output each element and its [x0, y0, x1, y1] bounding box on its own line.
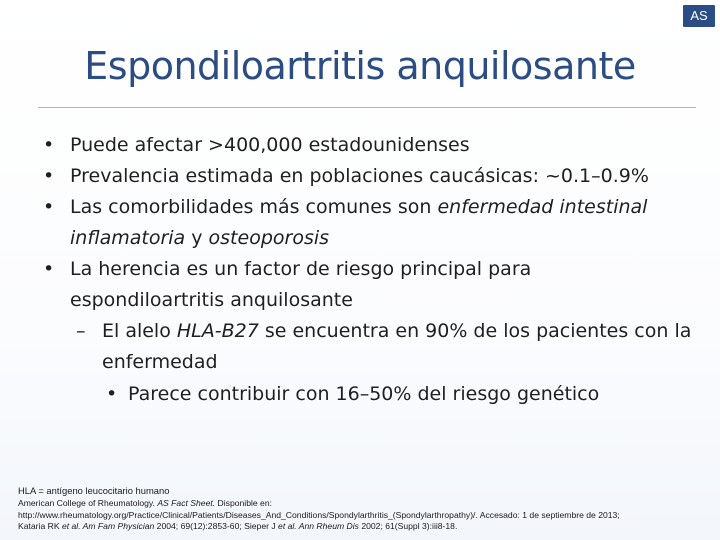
bullet-marker: •: [106, 383, 118, 405]
bullet-italic-term: enfermedad intestinal: [437, 196, 648, 218]
reference-line-2: http://www.rheumatology.org/Practice/Clinical/Patients/Diseases_And_Conditions/Spondylarthritis_(Spondylarthropathy)/. Accesado: 1 de septiembre de 2013;: [18, 509, 620, 520]
reference-text: Kataria RK: [18, 520, 62, 531]
bullet-list: [38, 130, 698, 410]
bullet-marker: •: [43, 165, 55, 187]
reference-italic: AS Fact Sheet.: [157, 498, 216, 509]
sub-bullet-text-suffix: se encuentra en 90% de los pacientes con la: [258, 320, 692, 342]
footnotes: [18, 485, 708, 532]
slide-badge: AS: [683, 5, 715, 27]
title-divider: [38, 107, 696, 108]
slide-title: Espondiloartritis anquilosante: [84, 44, 636, 88]
bullet-text-middle: y: [185, 227, 209, 249]
reference-text: American College of Rheumatology.: [18, 498, 158, 509]
reference-text: Disponible en:: [215, 498, 272, 509]
bullet-item-1: [38, 130, 698, 161]
abbreviation-note: HLA = antígeno leucocitario humano: [18, 485, 170, 496]
bullet-marker: •: [43, 134, 55, 156]
bullet-text: espondiloartritis anquilosante: [70, 289, 353, 311]
reference-italic: et al. Am Fam Physician: [61, 520, 155, 531]
dash-marker: –: [76, 320, 86, 342]
sub-bullet-italic-term: HLA-B27: [176, 320, 259, 342]
bullet-marker: •: [43, 196, 55, 218]
reference-text: 2002; 61(Suppl 3):iii8-18.: [358, 520, 458, 531]
bullet-italic-term: inflamatoria: [70, 227, 186, 249]
bullet-item-2: [38, 161, 698, 192]
reference-italic: et al. Ann Rheum Dis: [278, 520, 359, 531]
reference-line-1: [18, 498, 708, 509]
sub-bullet-text: enfermedad: [102, 351, 218, 373]
sub-sub-bullet-text: Parece contribuir con 16–50% del riesgo genético: [128, 383, 600, 405]
bullet-item-4: [38, 254, 698, 316]
sub-bullet-text-prefix: El alelo: [102, 320, 177, 342]
bullet-marker: •: [43, 258, 55, 280]
bullet-italic-term: osteoporosis: [208, 227, 330, 249]
bullet-text-prefix: Las comorbilidades más comunes son: [70, 196, 438, 218]
bullet-text: La herencia es un factor de riesgo principal para: [70, 258, 532, 280]
reference-line-3: [18, 521, 708, 532]
bullet-text: Puede afectar >400,000 estadounidenses: [70, 134, 470, 156]
bullet-item-3: [38, 192, 698, 254]
sub-sub-bullet-item-1: [38, 379, 698, 410]
bullet-text: Prevalencia estimada en poblaciones caucásicas: ~0.1–0.9%: [70, 165, 649, 187]
reference-text: 2004; 69(12):2853-60; Sieper J: [154, 520, 279, 531]
sub-bullet-item-1: [38, 316, 698, 378]
